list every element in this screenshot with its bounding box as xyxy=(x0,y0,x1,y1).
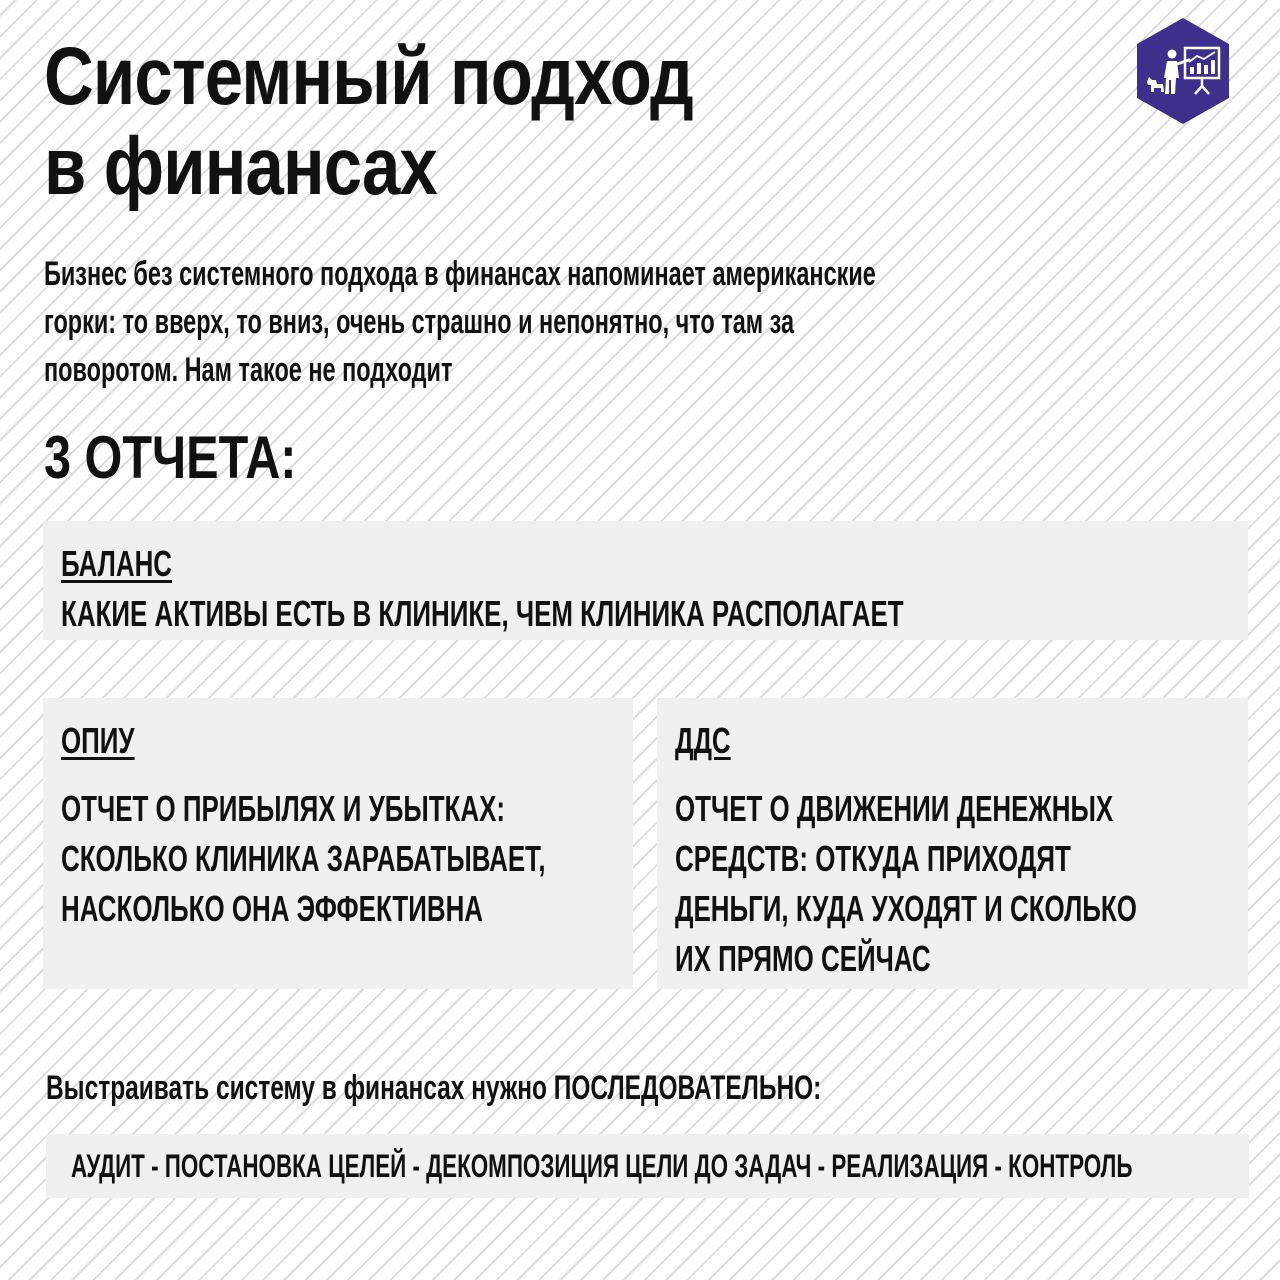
reports-heading: 3 ОТЧЕТА: xyxy=(44,424,297,491)
title-line-1: Системный подход xyxy=(44,31,693,122)
intro-line-1: Бизнес без системного подхода в финансах напоминает американские xyxy=(44,255,876,293)
title-line-2: в финансах xyxy=(44,121,437,212)
presentation-dog-logo-icon xyxy=(1133,16,1233,126)
intro-text xyxy=(44,250,876,394)
dds-line-4: ИХ ПРЯМО СЕЙЧАС xyxy=(675,938,931,979)
sequence-strip xyxy=(46,1134,1249,1198)
opiu-line-3: НАСКОЛЬКО ОНА ЭФФЕКТИВНА xyxy=(61,888,484,929)
opiu-line-1: ОТЧЕТ О ПРИБЫЛЯХ И УБЫТКАХ: xyxy=(61,788,506,829)
dds-card xyxy=(657,698,1248,989)
dds-line-1: ОТЧЕТ О ДВИЖЕНИИ ДЕНЕЖНЫХ xyxy=(675,788,1114,829)
page-title xyxy=(44,32,693,212)
intro-line-2: горки: то вверх, то вниз, очень страшно и непонятно, что там за xyxy=(44,303,795,341)
dds-title: ДДС xyxy=(675,720,731,761)
dds-line-3: ДЕНЬГИ, КУДА УХОДЯТ И СКОЛЬКО xyxy=(675,888,1137,929)
sequence-label: Выстраивать систему в финансах нужно ПОСЛЕДОВАТЕЛЬНО: xyxy=(46,1069,822,1107)
opiu-title: ОПИУ xyxy=(61,720,135,761)
balance-description: КАКИЕ АКТИВЫ ЕСТЬ В КЛИНИКЕ, ЧЕМ КЛИНИКА РАСПОЛАГАЕТ xyxy=(61,593,904,634)
sequence-steps: АУДИТ - ПОСТАНОВКА ЦЕЛЕЙ - ДЕКОМПОЗИЦИЯ ЦЕЛИ ДО ЗАДАЧ - РЕАЛИЗАЦИЯ - КОНТРОЛЬ xyxy=(71,1148,1133,1184)
opiu-line-2: СКОЛЬКО КЛИНИКА ЗАРАБАТЫВАЕТ, xyxy=(61,838,546,879)
balance-card xyxy=(43,521,1248,640)
opiu-card xyxy=(43,698,633,989)
intro-line-3: поворотом. Нам такое не подходит xyxy=(44,351,453,389)
balance-title: БАЛАНС xyxy=(61,543,173,584)
dds-line-2: СРЕДСТВ: ОТКУДА ПРИХОДЯТ xyxy=(675,838,1071,879)
